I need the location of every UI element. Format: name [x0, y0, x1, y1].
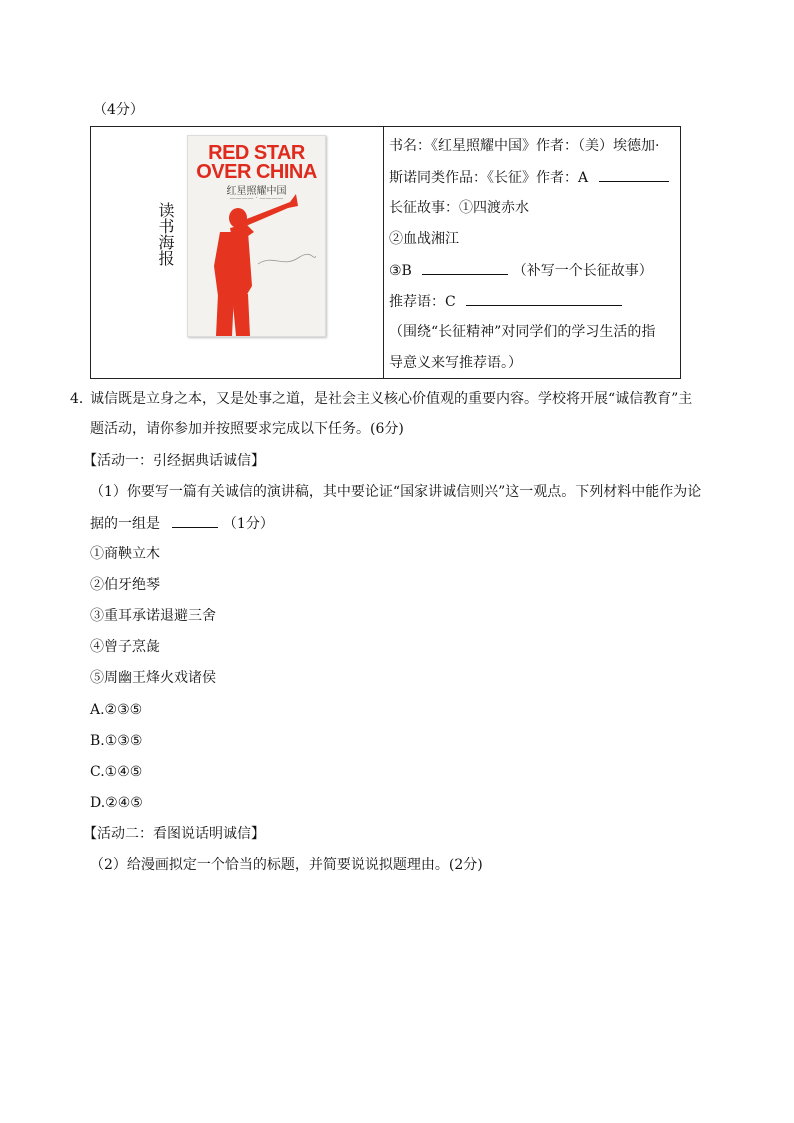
poster-line-similar-work	[389, 167, 669, 188]
blank-sub1[interactable]	[172, 513, 218, 528]
story-3-text: ③B	[389, 263, 412, 279]
option-c[interactable]: C.①④⑤	[90, 764, 143, 780]
sub1-score: （1分）	[222, 516, 274, 532]
activity1-title: 【活动一：引经据典话诚信】	[83, 453, 265, 469]
material-3: ③重耳承诺退避三舍	[90, 608, 216, 624]
table-divider	[383, 127, 384, 378]
score-label: （4分）	[93, 102, 144, 118]
option-b[interactable]: B.①③⑤	[90, 733, 143, 749]
sub1-line2	[90, 513, 274, 534]
book-author-line: ———— · ————	[229, 195, 284, 202]
sub2-prompt: （2）给漫画拟定一个恰当的标题，并简要说说拟题理由。(2分)	[90, 857, 483, 873]
blank-a[interactable]	[599, 167, 669, 182]
poster-line-story-3	[389, 260, 653, 281]
book-title-en-line1: RED STAR	[208, 142, 305, 164]
poster-table	[90, 126, 681, 379]
q4-number: 4．	[70, 391, 93, 407]
activity2-title: 【活动二：看图说话明诚信】	[83, 826, 265, 842]
material-4: ④曾子烹彘	[90, 639, 160, 655]
blank-b[interactable]	[422, 260, 508, 275]
material-5: ⑤周幽王烽火戏诸侯	[90, 670, 216, 686]
poster-line-story-1: 长征故事：①四渡赤水	[389, 200, 529, 216]
sub1-line2-text: 据的一组是	[90, 516, 160, 532]
q4-stem-line1: 诚信既是立身之本，又是处事之道，是社会主义核心价值观的重要内容。学校将开展“诚信教育”主	[90, 391, 693, 407]
book-title-cn: 红星照耀中国	[226, 186, 287, 197]
recommend-text: 推荐语：C	[389, 294, 456, 310]
option-a[interactable]: A.②③⑤	[90, 702, 143, 718]
q4-stem-line2: 题活动，请你参加并按照要求完成以下任务。(6分)	[90, 421, 404, 437]
story-3-hint: （补写一个长征故事）	[512, 263, 653, 279]
material-1: ①商鞅立木	[90, 546, 160, 562]
book-title-en-line2: OVER CHINA	[196, 161, 317, 183]
poster-line-story-2: ②血战湘江	[389, 231, 459, 247]
similar-work-text: 斯诺同类作品：《长征》作者：A	[389, 170, 589, 186]
sub1-line1: （1）你要写一篇有关诚信的演讲稿，其中要论证“国家讲诚信则兴”这一观点。下列材料中能作为论	[90, 484, 702, 500]
option-d[interactable]: D.②④⑤	[90, 795, 143, 811]
material-2: ②伯牙绝琴	[90, 577, 160, 593]
book-cover-image	[187, 135, 326, 337]
poster-line-hint-1: （围绕“长征精神”对同学们的学习生活的指	[389, 324, 656, 340]
blank-c[interactable]	[466, 291, 622, 306]
poster-label: 读书海报	[156, 202, 175, 266]
poster-line-hint-2: 导意义来写推荐语。）	[389, 355, 522, 371]
bugler-silhouette-icon	[188, 136, 325, 336]
poster-line-recommend	[389, 291, 622, 312]
poster-line-title-author: 书名：《红星照耀中国》作者：（美）埃德加·	[389, 138, 660, 154]
